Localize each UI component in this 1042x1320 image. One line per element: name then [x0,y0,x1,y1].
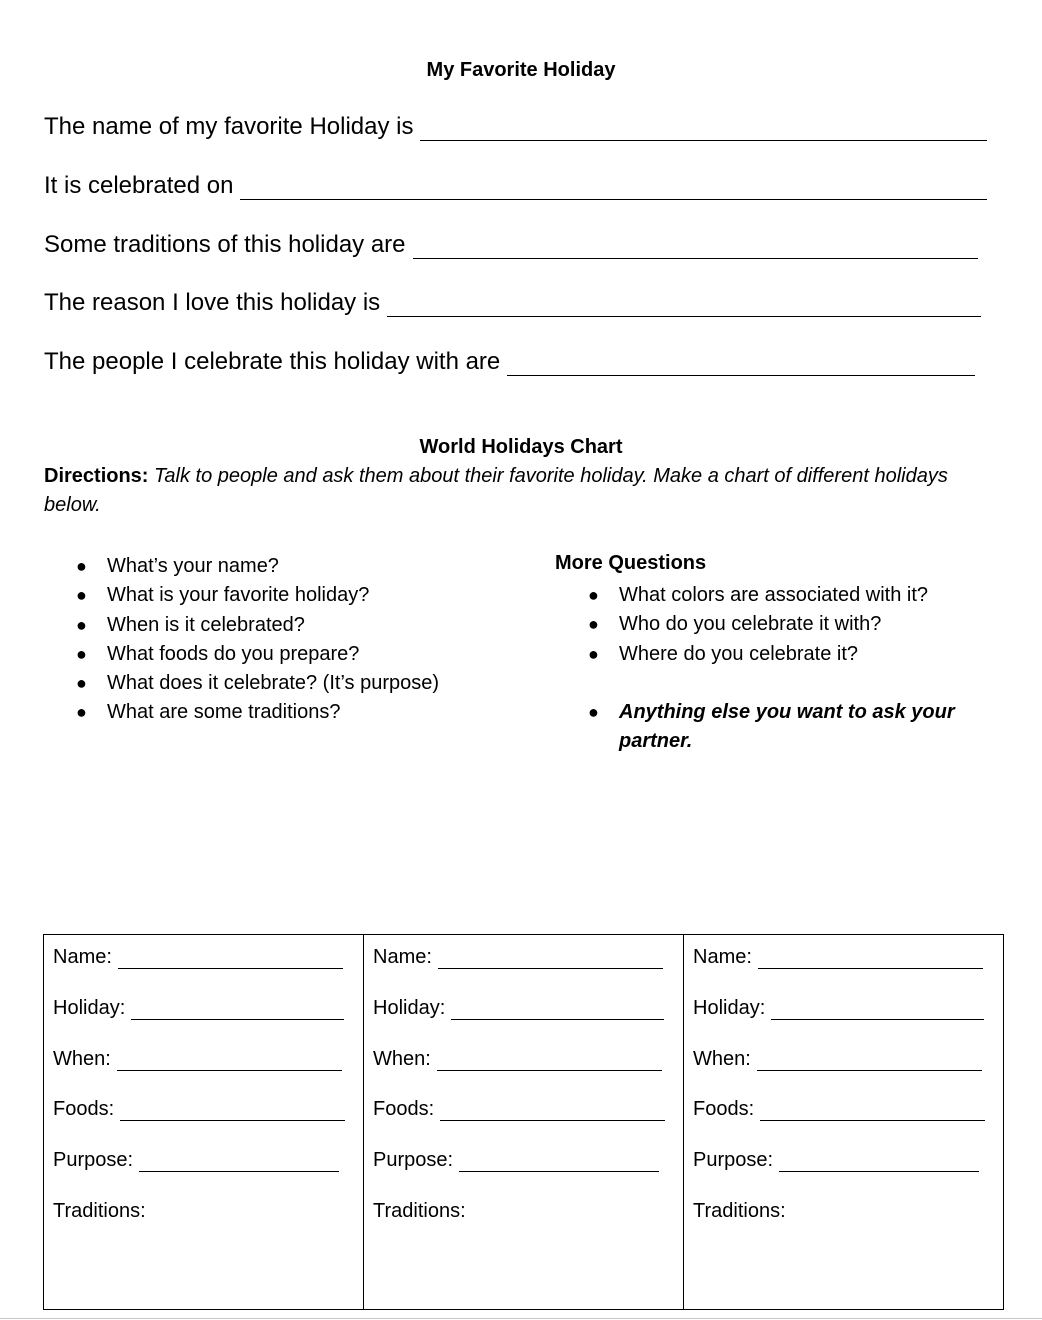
chart-section-title: World Holidays Chart [419,436,623,458]
answer-blank[interactable] [387,292,981,317]
foods-field: Foods: [373,1098,665,1121]
list-item: ● What foods do you prepare? [76,640,439,669]
bullet-icon: ● [588,614,599,635]
foods-blank[interactable] [120,1102,345,1121]
bullet-icon: ● [76,614,87,635]
reason-prompt [44,289,981,317]
holiday-field: Holiday: [53,997,344,1020]
when-field: When: [693,1048,982,1071]
list-item: ● What’s your name? [76,552,439,581]
prompt-label: It is celebrated on [44,172,234,199]
when-blank[interactable] [757,1052,982,1071]
bullet-icon: ● [76,643,87,664]
purpose-field: Purpose: [373,1149,659,1172]
purpose-blank[interactable] [139,1153,339,1172]
holiday-field: Holiday: [373,997,664,1020]
page-bottom-divider [0,1318,1042,1319]
when-blank[interactable] [117,1052,342,1071]
bullet-icon: ● [76,556,87,576]
holiday-field: Holiday: [693,997,984,1020]
list-item: ● Where do you celebrate it? [588,640,928,669]
people-prompt [44,348,975,376]
bullet-icon: ● [76,702,87,723]
traditions-prompt [44,231,978,259]
list-item: ● What is your favorite holiday? [76,581,439,610]
list-item: ● What does it celebrate? (It’s purpose) [76,669,439,698]
name-blank[interactable] [118,950,343,969]
purpose-field: Purpose: [693,1149,979,1172]
holiday-blank[interactable] [771,1001,984,1020]
answer-blank[interactable] [413,234,978,259]
purpose-blank[interactable] [459,1153,659,1172]
holiday-chart-table [43,934,1004,1310]
purpose-blank[interactable] [779,1153,979,1172]
list-item: ● What colors are associated with it? [588,581,928,610]
foods-blank[interactable] [760,1102,985,1121]
answer-blank[interactable] [507,351,975,376]
bullet-icon: ● [588,702,599,722]
prompt-label: Some traditions of this holiday are [44,231,406,258]
holiday-blank[interactable] [131,1001,344,1020]
name-blank[interactable] [758,950,983,969]
directions-text: Talk to people and ask them about their favorite holiday. Make a chart of different holidays below. [44,465,948,516]
bullet-icon: ● [588,585,599,605]
bullet-icon: ● [588,643,599,664]
directions [44,462,964,520]
foods-blank[interactable] [440,1102,665,1121]
chart-column [364,935,684,1310]
chart-column [44,935,364,1310]
holiday-name-prompt [44,113,987,141]
purpose-field: Purpose: [53,1149,339,1172]
more-question-list [588,581,928,669]
foods-field: Foods: [53,1098,345,1121]
when-field: When: [373,1048,662,1071]
page-title: My Favorite Holiday [426,59,616,81]
bullet-icon: ● [76,585,87,606]
name-field: Name: [693,946,983,969]
traditions-field: Traditions: [693,1200,786,1222]
holiday-blank[interactable] [451,1001,664,1020]
name-field: Name: [373,946,663,969]
answer-blank[interactable] [240,175,987,200]
more-questions-heading: More Questions [555,552,707,574]
prompt-label: The people I celebrate this holiday with are [44,348,501,375]
answer-blank[interactable] [420,116,987,141]
list-item: ● Who do you celebrate it with? [588,610,928,639]
prompt-label: The reason I love this holiday is [44,289,381,316]
prompt-label: The name of my favorite Holiday is [44,113,414,140]
bonus-question-text: Anything else you want to ask your partner. [619,701,955,752]
directions-label: Directions: [44,465,149,487]
when-field: When: [53,1048,342,1071]
bullet-icon: ● [76,673,87,694]
when-blank[interactable] [437,1052,662,1071]
name-blank[interactable] [438,950,663,969]
list-item: ● When is it celebrated? [76,611,439,640]
chart-column [684,935,1004,1310]
traditions-field: Traditions: [373,1200,466,1222]
traditions-field: Traditions: [53,1200,146,1222]
celebration-date-prompt [44,172,987,200]
name-field: Name: [53,946,343,969]
foods-field: Foods: [693,1098,985,1121]
question-list [76,552,439,728]
list-item: ● What are some traditions? [76,698,439,727]
